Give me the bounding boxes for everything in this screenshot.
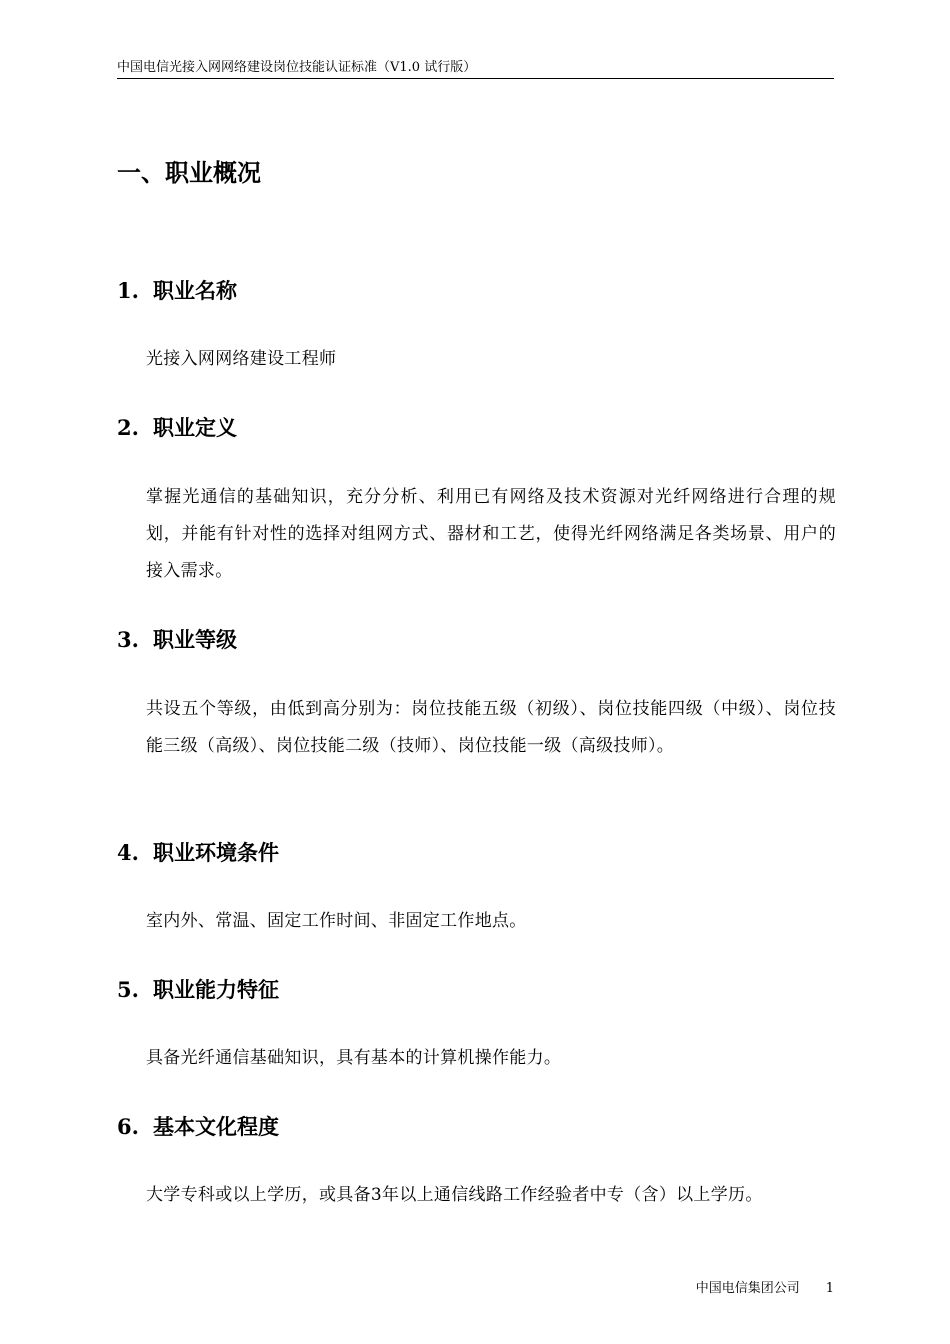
section-number: 2.: [117, 415, 139, 440]
section-title-text: 职业名称: [153, 278, 237, 303]
header-text: 中国电信光接入网网络建设岗位技能认证标准（V1.0 试行版）: [117, 60, 477, 75]
section-5-title: [117, 975, 279, 1005]
section-6-body: 大学专科或以上学历，或具备3年以上通信线路工作经验者中专（含）以上学历。: [146, 1185, 763, 1205]
section-title-text: 职业等级: [153, 627, 237, 652]
page-header: [117, 60, 834, 79]
section-title-text: 职业定义: [153, 415, 237, 440]
section-2-title: [117, 413, 237, 443]
section-1-title: [117, 276, 237, 306]
page-footer: [600, 1279, 834, 1299]
section-6-title: [117, 1112, 279, 1142]
page-number: 1: [825, 1281, 834, 1296]
section-4-body: 室内外、常温、固定工作时间、非固定工作地点。: [146, 911, 527, 931]
section-number: 5.: [117, 977, 139, 1002]
section-number: 1.: [117, 278, 139, 303]
section-number: 4.: [117, 840, 139, 865]
section-title-text: 职业能力特征: [153, 977, 279, 1002]
section-3-body: 共设五个等级，由低到高分别为：岗位技能五级（初级）、岗位技能四级（中级）、岗位技能三级（高级）、岗位技能二级（技师）、岗位技能一级（高级技师）。: [146, 699, 836, 756]
section-3-title: [117, 625, 237, 655]
chapter-title: 一、职业概况: [117, 158, 261, 187]
section-4-title: [117, 838, 279, 868]
section-number: 3.: [117, 627, 139, 652]
section-title-text: 职业环境条件: [153, 840, 279, 865]
section-number: 6.: [117, 1114, 139, 1139]
section-1-body: 光接入网网络建设工程师: [146, 349, 337, 369]
section-2-body: 掌握光通信的基础知识，充分分析、利用已有网络及技术资源对光纤网络进行合理的规划，并能有针对性的选择对组网方式、器材和工艺，使得光纤网络满足各类场景、用户的接入需求。: [146, 487, 836, 581]
section-5-body: 具备光纤通信基础知识，具有基本的计算机操作能力。: [146, 1048, 562, 1068]
footer-company: 中国电信集团公司: [695, 1281, 800, 1296]
section-title-text: 基本文化程度: [153, 1114, 279, 1139]
